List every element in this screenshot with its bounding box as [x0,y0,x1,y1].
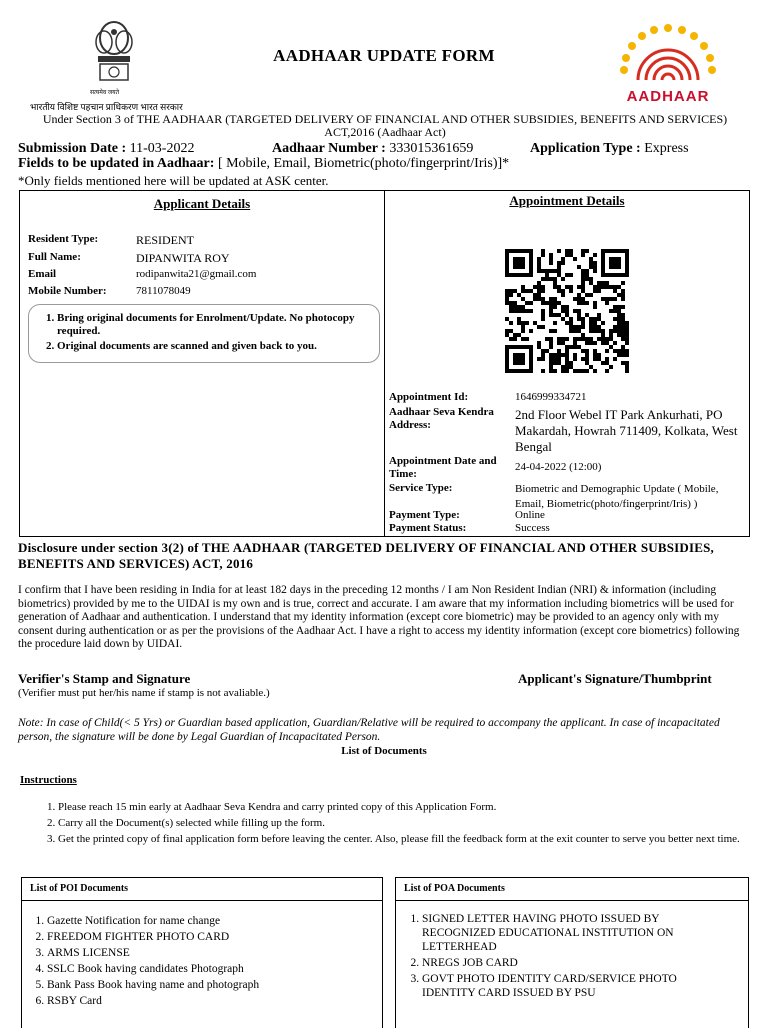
appointment-details-heading: Appointment Details [509,193,625,208]
aadhaar-number [272,141,473,157]
appointment-id-value: 1646999334721 [515,391,587,403]
applicant-label: Email [28,268,57,280]
application-type-label: Application Type : [530,141,641,156]
poa-item: 3. GOVT PHOTO IDENTITY CARD/SERVICE PHOTO IDENTITY CARD ISSUED BY PSU [422,972,722,1000]
applicant-note-item: 1. Bring original documents for Enrolment/Update. No photocopy required. [57,312,379,338]
poa-item: 1. SIGNED LETTER HAVING PHOTO ISSUED BY RECOGNIZED EDUCATIONAL INSTITUTION ON LETTERHEAD [422,912,722,954]
applicant-value: DIPANWITA ROY [136,251,230,265]
payment-status-label: Payment Status: [389,522,467,534]
applicant-details-box [19,190,385,537]
kendra-label: Aadhaar Seva Kendra Address: [389,406,494,431]
applicant-signature-label: Applicant's Signature/Thumbprint [518,671,712,686]
payment-status-value: Success [515,522,550,534]
emblem-motto: सत्यमेव जयते [90,90,120,96]
application-type-value: Express [644,141,689,156]
disclosure-text: I confirm that I have been residing in India for at least 182 days in the preceding 12 months / I am Non Resident Indian (NRI) & information (including biometrics) provided by me to the UIDAI is my own and is true, correct and accurate. I am aware that my information including biometrics will be used for generation of Aadhaar and authentication. I understand that my identity information (except core biometric) may be provided to an agency only with my consent during authentication or as per the provisions of the Aadhaar Act. I have a right to access my identity information (except core biometrics) following the procedure laid down by UIDAI. [18,584,740,651]
poi-item: 6. RSBY Card [47,994,367,1008]
list-of-documents-heading: List of Documents [341,745,427,757]
instructions-list [38,800,750,848]
applicant-label: Mobile Number: [28,285,107,297]
poi-item: 3. ARMS LICENSE [47,946,367,960]
poa-item: 2. NREGS JOB CARD [422,956,722,970]
applicant-value: RESIDENT [136,233,194,247]
guardian-note: Note: In case of Child(< 5 Yrs) or Guardian based application, Guardian/Relative will be required to accompany the applicant. In case of incapacitated person, the signature will be done by Legal Guardian of Incapacitated Person. [18,717,720,743]
verifier-note: (Verifier must put her/his name if stamp is not avaliable.) [18,687,270,699]
applicant-label: Full Name: [28,251,81,263]
poi-item: 1. Gazette Notification for name change [47,914,367,928]
poa-heading: List of POA Documents [404,883,505,894]
qr-code [505,249,633,373]
instruction-item: 2. Carry all the Document(s) selected while filling up the form. [58,816,750,830]
applicant-value: 7811078049 [136,285,191,297]
applicant-label: Resident Type: [28,233,99,245]
applicant-value: rodipanwita21@gmail.com [136,268,257,280]
page-title: AADHAAR UPDATE FORM [273,46,495,65]
submission-date-label: Submission Date : [18,141,127,156]
datetime-label: Appointment Date and Time: [389,455,497,480]
instructions-heading: Instructions [20,774,77,786]
aadhaar-number-label: Aadhaar Number : [272,141,386,156]
aadhaar-number-value: 333015361659 [389,141,474,156]
under-section-text: Under Section 3 of THE AADHAAR (TARGETED DELIVERY OF FINANCIAL AND OTHER SUBSIDIES, BENEFITS AND SERVICES) ACT,2016 (Aadhaar Act) [42,112,728,139]
submission-date-value: 11-03-2022 [129,141,195,156]
fields-label: Fields to be updated in Aadhaar: [18,156,215,171]
payment-type-label: Payment Type: [389,509,460,521]
fields-to-update [18,156,509,172]
application-type [530,141,689,157]
fields-value: [ Mobile, Email, Biometric(photo/fingerprint/Iris)]* [217,156,510,171]
applicant-notes-box [28,304,380,363]
poi-item: 4. SSLC Book having candidates Photograph [47,962,367,976]
hindi-authority-line: भारतीय विशिष्ट पहचान प्राधिकरण भारत सरकार [30,102,183,112]
applicant-details-heading: Applicant Details [153,196,251,211]
poi-documents-box [21,877,383,1028]
service-type-label: Service Type: [389,482,453,494]
service-type-value: Biometric and Demographic Update ( Mobile, Email, Biometric(photo/fingerprint/Iris) ) [515,483,719,510]
verifier-signature-label: Verifier's Stamp and Signature [18,671,191,686]
instruction-item: 1. Please reach 15 min early at Aadhaar Seva Kendra and carry printed copy of this Application Form. [58,800,750,814]
disclosure-heading: Disclosure under section 3(2) of THE AADHAAR (TARGETED DELIVERY OF FINANCIAL AND OTHER SUBSIDIES, BENEFITS AND SERVICES) ACT, 2016 [18,540,714,571]
aadhaar-logo-text: AADHAAR [626,88,710,105]
poi-item: 5. Bank Pass Book having name and photograph [47,978,367,992]
poi-heading: List of POI Documents [30,883,129,894]
only-fields-note: *Only fields mentioned here will be updated at ASK center. [18,173,329,188]
applicant-note-item: 2. Original documents are scanned and given back to you. [57,340,379,353]
appointment-id-label: Appointment Id: [389,391,469,403]
instruction-item: 3. Get the printed copy of final application form before leaving the center. Also, please fill the feedback form at the exit counter to serve you better next time. [58,832,750,846]
appointment-details-box [384,190,750,537]
kendra-address: 2nd Floor Webel IT Park Ankurhati, PO Makardah, Howrah 711409, Kolkata, West Bengal [515,407,738,454]
submission-date [18,141,194,157]
poi-item: 2. FREEDOM FIGHTER PHOTO CARD [47,930,367,944]
datetime-value: 24-04-2022 (12:00) [515,461,602,473]
payment-type-value: Online [515,509,545,521]
poa-documents-box [395,877,749,1028]
